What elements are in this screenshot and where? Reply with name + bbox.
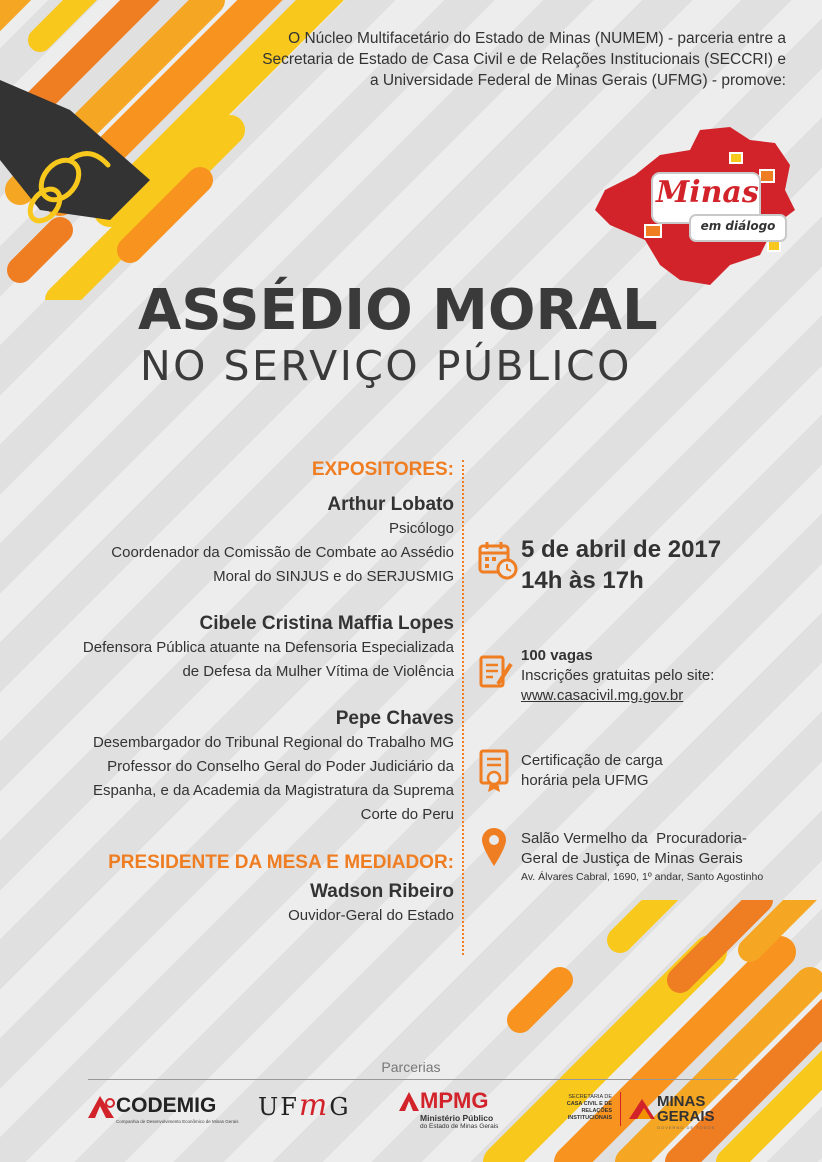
- intro-line: a Universidade Federal de Minas Gerais (UFMG) - promove:: [369, 72, 786, 89]
- partners-divider: [88, 1079, 738, 1080]
- cert-line: Certificação de carga: [521, 752, 663, 769]
- speaker-name: Cibele Cristina Maffia Lopes: [199, 613, 454, 634]
- mpmg-text: MPMG: [420, 1088, 489, 1113]
- speaker-role: Psicólogo: [388, 520, 454, 537]
- codemig-mark-icon: [86, 1094, 116, 1120]
- codemig-subtext: Companhia de Desenvolvimento Econômico de Minas Gerais: [116, 1119, 239, 1124]
- minas-gerais-text: [657, 1094, 715, 1124]
- event-date: 5 de abril de 2017: [521, 536, 722, 563]
- intro-line: Secretaria de Estado de Casa Civil e de Relações Institucionais (SECCRI) e: [262, 51, 786, 68]
- partners-label: Parcerias: [381, 1059, 441, 1075]
- speaker-role: Defensora Pública atuante na Defensoria Especializada: [82, 639, 454, 656]
- ufmg-text-uf: UF: [258, 1093, 299, 1121]
- event-time: 14h às 17h: [521, 567, 644, 594]
- mpmg-mark-icon: [398, 1090, 420, 1112]
- secretaria-text: [540, 1094, 612, 1122]
- page-subtitle: NO SERVIÇO PÚBLICO: [140, 342, 632, 390]
- form-pencil-icon: [478, 654, 514, 690]
- speaker-role: Moral do SINJUS e do SERJUSMIG: [213, 568, 454, 585]
- speaker-role: Desembargador do Tribunal Regional do Trabalho MG: [92, 734, 454, 751]
- location-address: Av. Álvares Cabral, 1690, 1º andar, Santo Agostinho: [521, 871, 764, 883]
- governo-de-todos-text: GOVERNO DE TODOS: [657, 1125, 716, 1130]
- speaker-role: Corte do Peru: [360, 806, 454, 823]
- secretaria-line: CASA CIVIL E DE: [566, 1101, 612, 1107]
- codemig-logo: [86, 1092, 239, 1132]
- page-title: ASSÉDIO MORAL: [138, 278, 658, 343]
- minas-em-dialogo-logo: [590, 115, 800, 290]
- speaker-role: Espanha, e da Academia da Magistratura da Suprema: [92, 782, 454, 799]
- expositores-heading: EXPOSITORES:: [311, 459, 454, 480]
- secretaria-line: SECRETARIA DE: [568, 1094, 612, 1100]
- site-link[interactable]: www.casacivil.mg.gov.br: [521, 687, 684, 704]
- column-divider: [462, 460, 464, 955]
- speaker-role: de Defesa da Mulher Vítima de Violência: [182, 663, 454, 680]
- logo-separator: [620, 1092, 621, 1126]
- location-line: Geral de Justiça de Minas Gerais: [521, 850, 743, 867]
- secretaria-line: RELAÇÕES INSTITUCIONAIS: [567, 1108, 612, 1121]
- certification-info: [521, 751, 663, 791]
- mediator-heading: PRESIDENTE DA MESA E MEDIADOR:: [108, 852, 454, 873]
- mediator-name: Wadson Ribeiro: [310, 881, 454, 902]
- mpmg-subtext: do Estado de Minas Gerais: [420, 1123, 499, 1130]
- speaker-name: Arthur Lobato: [327, 494, 454, 515]
- cert-line: horária pela UFMG: [521, 772, 649, 789]
- speaker-name: Pepe Chaves: [335, 708, 454, 729]
- inscricoes-text: Inscrições gratuitas pelo site:: [521, 667, 715, 684]
- minas-gerais-line: GERAIS: [657, 1108, 715, 1125]
- mediator-role: Ouvidor-Geral do Estado: [288, 907, 454, 924]
- badge-minas-text: Minas: [656, 175, 759, 210]
- event-datetime: [521, 534, 721, 596]
- ufmg-text-m: m: [298, 1088, 330, 1123]
- location-pin-icon: [480, 826, 508, 868]
- intro-line: O Núcleo Multifacetário do Estado de Minas (NUMEM) - parceria entre a: [288, 30, 786, 47]
- certificate-icon: [478, 748, 512, 794]
- badge-dialogo-text: em diálogo: [700, 219, 776, 233]
- location-line: Salão Vermelho da Procuradoria-: [521, 830, 747, 847]
- ufmg-logo: [258, 1088, 351, 1124]
- mpmg-subtext: Ministério Público: [420, 1113, 494, 1123]
- mpmg-logo: [398, 1088, 508, 1132]
- location-info: [521, 829, 763, 885]
- registration-info: [521, 646, 714, 706]
- speaker-role: Coordenador da Comissão de Combate ao Assédio: [111, 544, 454, 561]
- calendar-icon: [478, 540, 518, 580]
- speakers-column: [30, 458, 454, 928]
- intro-text: [226, 28, 786, 91]
- governo-minas-logo: [540, 1092, 740, 1132]
- minas-gerais-mark-icon: [628, 1098, 656, 1120]
- codemig-text: CODEMIG: [116, 1094, 217, 1117]
- vagas-count: 100 vagas: [521, 647, 593, 664]
- speaker-role: Professor do Conselho Geral do Poder Judiciário da: [107, 758, 454, 775]
- minas-gerais-line: MINAS: [657, 1093, 706, 1110]
- ufmg-text-g: G: [329, 1093, 351, 1121]
